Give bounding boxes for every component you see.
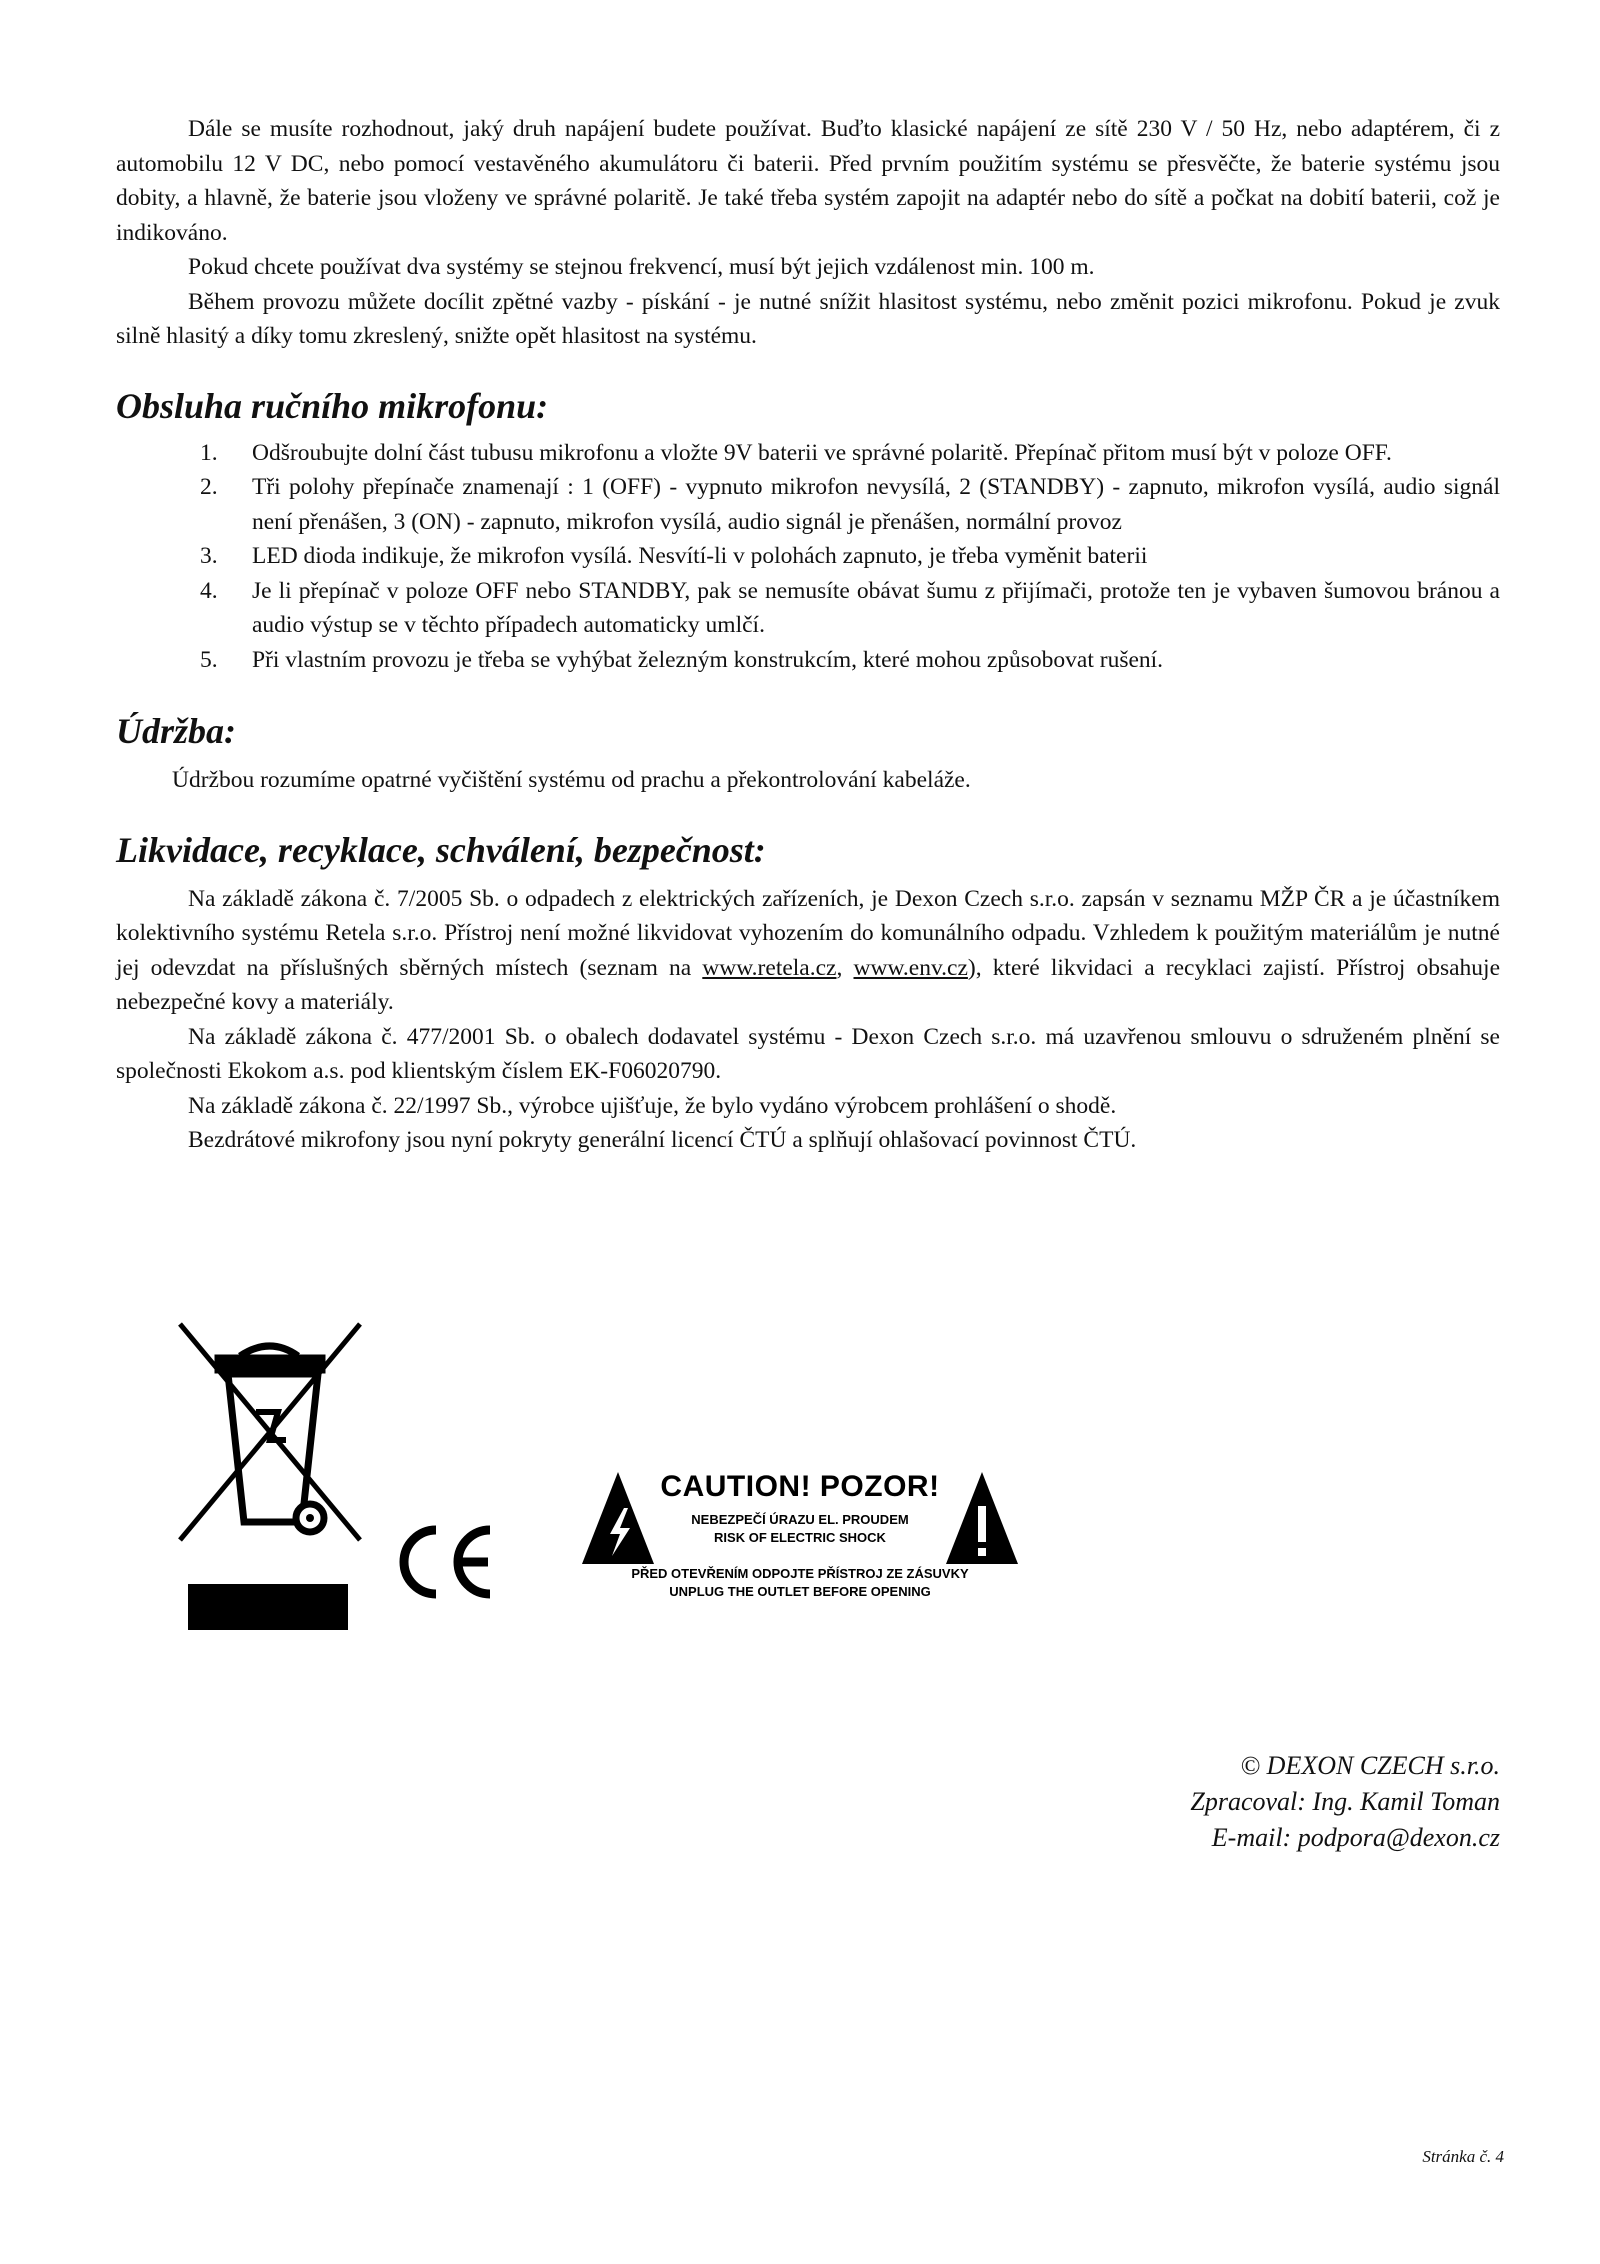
maintenance-text: Údržbou rozumíme opatrné vyčištění systému od prachu a překontrolování kabeláže. <box>172 767 971 793</box>
disposal-paragraph-3: Na základě zákona č. 22/1997 Sb., výrobce ujišťuje, že bylo vydáno výrobcem prohlášení o shodě. <box>188 1092 1117 1119</box>
retela-link[interactable]: www.retela.cz <box>702 954 837 981</box>
list-item-number: 2. <box>200 474 218 500</box>
document-page <box>116 112 1500 1158</box>
caution-title: CAUTION! POZOR! <box>660 1470 940 1503</box>
list-item-text: Při vlastním provozu je třeba se vyhýbat železným konstrukcím, které mohou způsobovat rušení. <box>252 646 1164 673</box>
disposal-text-part: Na základě zákona č. 7/2005 Sb. o odpadech z elektrických zařízeních, je Dexon Czech s.r.o. zapsán v seznamu MŽP ČR a je účastníkem kolektivního systému Retela s.r.o. Přístroj není možné likvidovat vyhozením do komunálního odpadu. Vzhledem k použitým materiálům je nutné jej odevzdat na příslušných sběrných místech (seznam na <box>116 885 1500 981</box>
caution-line-2: RISK OF ELECTRIC SHOCK <box>714 1530 886 1545</box>
mic-instructions-list <box>116 436 1500 678</box>
caution-line-4: UNPLUG THE OUTLET BEFORE OPENING <box>669 1584 931 1599</box>
list-item <box>116 436 1500 471</box>
list-item-text: LED dioda indikuje, že mikrofon vysílá. Nesvítí-li v polohách zapnuto, je třeba vyměnit baterii <box>252 543 1148 569</box>
list-item <box>116 539 1500 574</box>
env-link[interactable]: www.env.cz <box>853 954 968 981</box>
maintenance-heading: Údržba: <box>116 711 237 751</box>
footer-signature <box>1190 1748 1500 1856</box>
list-item-number: 4. <box>200 577 218 604</box>
footer-company: © DEXON CZECH s.r.o. <box>1240 1751 1500 1780</box>
mic-section-heading: Obsluha ručního mikrofonu: <box>116 385 549 426</box>
list-item-number: 5. <box>200 646 218 673</box>
crossed-out-wheelie-bin-icon <box>170 1322 370 1642</box>
disposal-heading: Likvidace, recyklace, schválení, bezpečnost: <box>116 829 766 870</box>
page-number: Stránka č. 4 <box>1422 2147 1504 2166</box>
list-item-number: 1. <box>200 439 218 466</box>
caution-line-3: PŘED OTEVŘENÍM ODPOJTE PŘÍSTROJ ZE ZÁSUVKY <box>631 1566 969 1581</box>
caution-line-1: NEBEZPEČÍ ÚRAZU EL. PROUDEM <box>691 1512 909 1527</box>
list-item-text: Odšroubujte dolní část tubusu mikrofonu a vložte 9V baterii ve správné polaritě. Přepínač přitom musí být v poloze OFF. <box>252 439 1392 466</box>
intro-paragraph-3: Během provozu můžete docílit zpětné vazby - pískání - je nutné snížit hlasitost systému, nebo změnit pozici mikrofonu. Pokud je zvuk silně hlasitý a díky tomu zkreslený, snižte opět hlasitost na systému. <box>116 288 1500 349</box>
caution-label <box>580 1460 1020 1620</box>
link-separator: , <box>836 954 854 981</box>
list-item-text: Tři polohy přepínače znamenají : 1 (OFF) - vypnuto mikrofon nevysílá, 2 (STANDBY) - zapnuto, mikrofon vysílá, audio signál není přenášen, 3 (ON) - zapnuto, mikrofon vysílá, audio signál je přenášen, normální provoz <box>252 474 1500 535</box>
disposal-paragraph-4: Bezdrátové mikrofony jsou nyní pokryty generální licencí ČTÚ a splňují ohlašovací povinnost ČTÚ. <box>188 1127 1137 1153</box>
list-item <box>116 574 1500 643</box>
footer-author: Zpracoval: Ing. Kamil Toman <box>1190 1787 1500 1816</box>
ce-mark-icon <box>392 1522 502 1602</box>
list-item-number: 3. <box>200 543 218 569</box>
intro-paragraph-1: Dále se musíte rozhodnout, jaký druh napájení budete používat. Buďto klasické napájení ze sítě 230 V / 50 Hz, nebo adaptérem, či z automobilu 12 V DC, nebo pomocí vestavěného akumulátoru či baterii. Před prvním použitím systému se přesvěčte, že baterie systému jsou dobity, a hlavně, že baterie jsou vloženy ve správné polaritě. Je také třeba systém zapojit na adaptér nebo do sítě a počkat na dobití baterii, což je indikováno. <box>116 116 1500 246</box>
list-item-text: Je li přepínač v poloze OFF nebo STANDBY, pak se nemusíte obávat šumu z přijímači, protože ten je vybaven šumovou bránou a audio výstup se v těchto případech automaticky umlčí. <box>252 577 1500 638</box>
disposal-text-part: ), které likvidaci a recyklaci zajistí. Přístroj obsahuje nebezpečné kovy a materiály. <box>116 954 1500 1015</box>
intro-paragraph-2: Pokud chcete používat dva systémy se stejnou frekvencí, musí být jejich vzdálenost min. 100 m. <box>188 254 1095 280</box>
list-item <box>116 470 1500 539</box>
disposal-paragraph-1 <box>116 882 1500 1020</box>
list-item <box>116 643 1500 678</box>
footer-email: E-mail: podpora@dexon.cz <box>1211 1823 1500 1852</box>
compliance-symbols <box>0 1194 1400 1614</box>
disposal-paragraph-2: Na základě zákona č. 477/2001 Sb. o obalech dodavatel systému - Dexon Czech s.r.o. má uzavřenou smlouvu o sdruženém plnění se společnosti Ekokom a.s. pod klientským číslem EK-F06020790. <box>116 1023 1500 1084</box>
